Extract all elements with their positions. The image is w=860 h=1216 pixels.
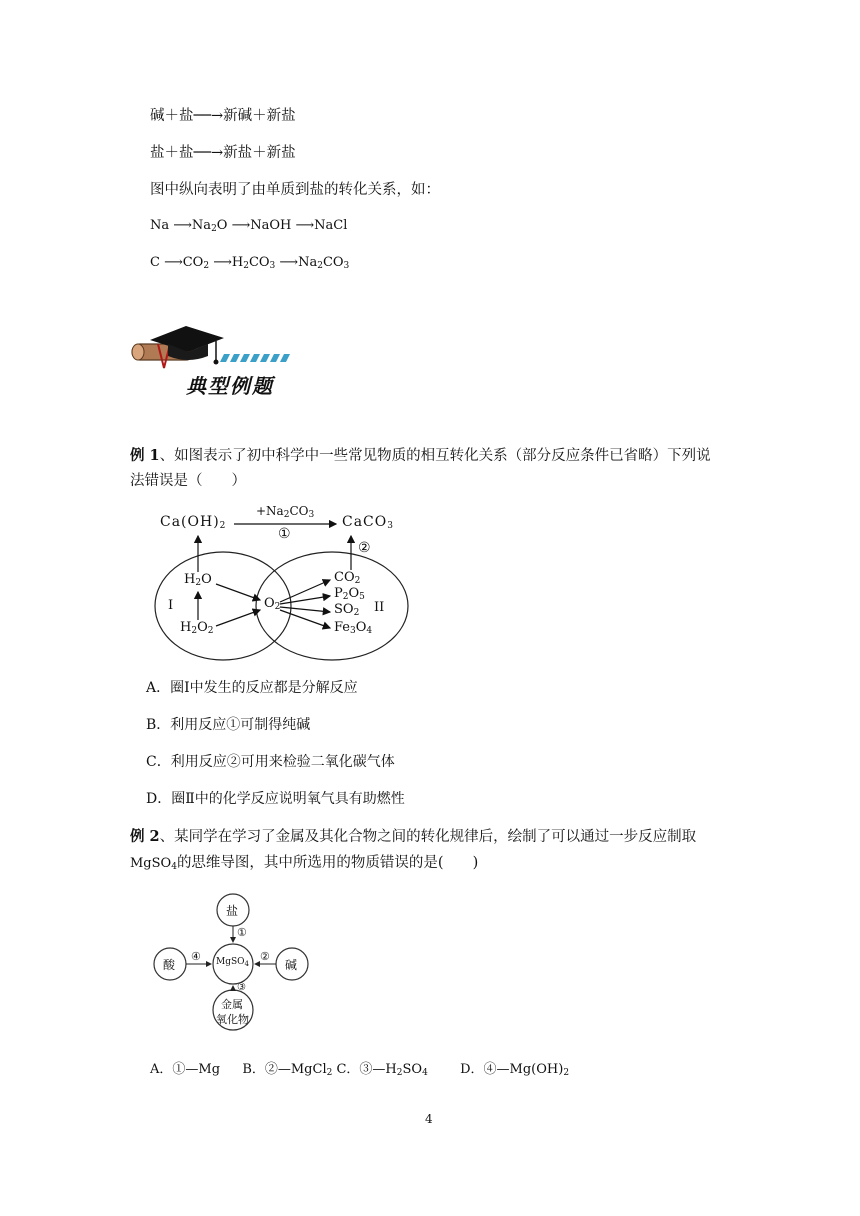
node-base-label: 碱: [285, 958, 298, 972]
q1-option-b: B．利用反应①可制得纯碱: [146, 717, 311, 733]
conversion-chain-sodium: Na $⟶Na_2O$ ⟶NaOH ⟶NaCl: [150, 218, 348, 234]
caco3-label: CaCO$_3$: [342, 514, 394, 531]
question-1-label: 例 1: [130, 447, 160, 464]
arrow-o2-so2: [280, 607, 330, 612]
arrow-h2o-o2: [216, 584, 260, 600]
q2-option-a: A．①—Mg: [150, 1062, 221, 1077]
question-1-text-line-2: 法错误是（ ）: [130, 473, 246, 489]
q1-conversion-diagram: [150, 502, 420, 662]
h2o2-label: $H_2O_2$: [180, 620, 214, 636]
marker-2: ②: [260, 950, 270, 963]
o2-label: $O_2$: [264, 596, 281, 612]
so2-label: $SO_2$: [334, 602, 360, 618]
node-metal-label: 金属: [221, 998, 243, 1011]
banner-title: 典型例题: [186, 374, 274, 398]
marker-1: ①: [237, 926, 247, 939]
question-2-text-line-2: MgSO$_4$的思维导图，其中所选用的物质错误的是( ): [130, 855, 479, 872]
arrow-right-icon: ⟶: [231, 218, 251, 233]
page-number: 4: [425, 1112, 433, 1126]
arrow-o2-co2: [280, 580, 330, 602]
arrow-o2-fe3o4: [280, 610, 330, 628]
caoh2-label: $Ca(OH)_2$: [160, 514, 227, 531]
arrow-o2-p2o5: [280, 596, 330, 604]
arrow-right-icon: ⟶: [279, 255, 299, 270]
q1-option-d: D．圈Ⅱ中的化学反应说明氧气具有助燃性: [146, 791, 405, 807]
circle-I-label: I: [168, 598, 174, 613]
arrow-h2o2-o2: [216, 610, 260, 626]
h2o-label: $H_2O$: [184, 572, 212, 588]
arrow-right-icon: ⟶: [295, 218, 315, 233]
node-acid-label: 酸: [163, 958, 176, 972]
co2-label: $CO_2$: [334, 570, 361, 586]
node-oxide-label: 氧化物: [216, 1013, 249, 1026]
marker-3: ③: [237, 982, 246, 993]
q1-option-a: A．圈Ⅰ中发生的反应都是分解反应: [146, 680, 358, 696]
q1-option-c: C．利用反应②可用来检验二氧化碳气体: [146, 754, 395, 770]
typical-examples-banner: [128, 322, 308, 402]
p2o5-label: $P_2O_5$: [334, 586, 365, 602]
q2-options-row: [150, 1060, 569, 1083]
q2-option-b: B．②—MgCl$_2$: [242, 1062, 333, 1078]
intro-line-2: 盐＋盐──→新盐＋新盐: [150, 145, 296, 161]
node-salt-label: 盐: [226, 904, 239, 918]
reaction-1-marker: ①: [278, 526, 291, 542]
q2-option-c: C．$③—H_2SO_4$: [336, 1062, 428, 1078]
marker-4: ④: [191, 950, 201, 963]
fe3o4-label: $Fe_3O_4$: [334, 620, 373, 636]
circle-II-label: II: [374, 600, 385, 615]
q2-mindmap-diagram: [150, 892, 330, 1032]
reagent-label: $+Na_2CO_3$: [256, 504, 315, 520]
question-2-text: 例 2、某同学在学习了金属及其化合物之间的转化规律后，绘制了可以通过一步反应制取: [130, 828, 697, 845]
question-1-text: 例 1、如图表示了初中科学中一些常见物质的相互转化关系（部分反应条件已省略）下列说: [130, 447, 711, 464]
reaction-2-marker: ②: [358, 540, 371, 556]
arrow-right-icon: ⟶: [173, 218, 192, 233]
question-2-label: 例 2: [130, 828, 160, 845]
arrow-right-icon: ⟶: [213, 255, 232, 270]
node-mgso4-label: MgSO$_4$: [216, 957, 249, 968]
arrow-right-icon: ⟶: [164, 255, 183, 270]
q2-option-d: D．$④—Mg(OH)_2$: [460, 1062, 570, 1078]
intro-line-1: 碱＋盐──→新碱＋新盐: [150, 108, 296, 124]
intro-line-3: 图中纵向表明了由单质到盐的转化关系，如：: [150, 182, 440, 198]
conversion-chain-carbon: C $⟶CO_2$ $⟶H_2CO_3$ $⟶Na_2CO_3$: [150, 255, 350, 271]
